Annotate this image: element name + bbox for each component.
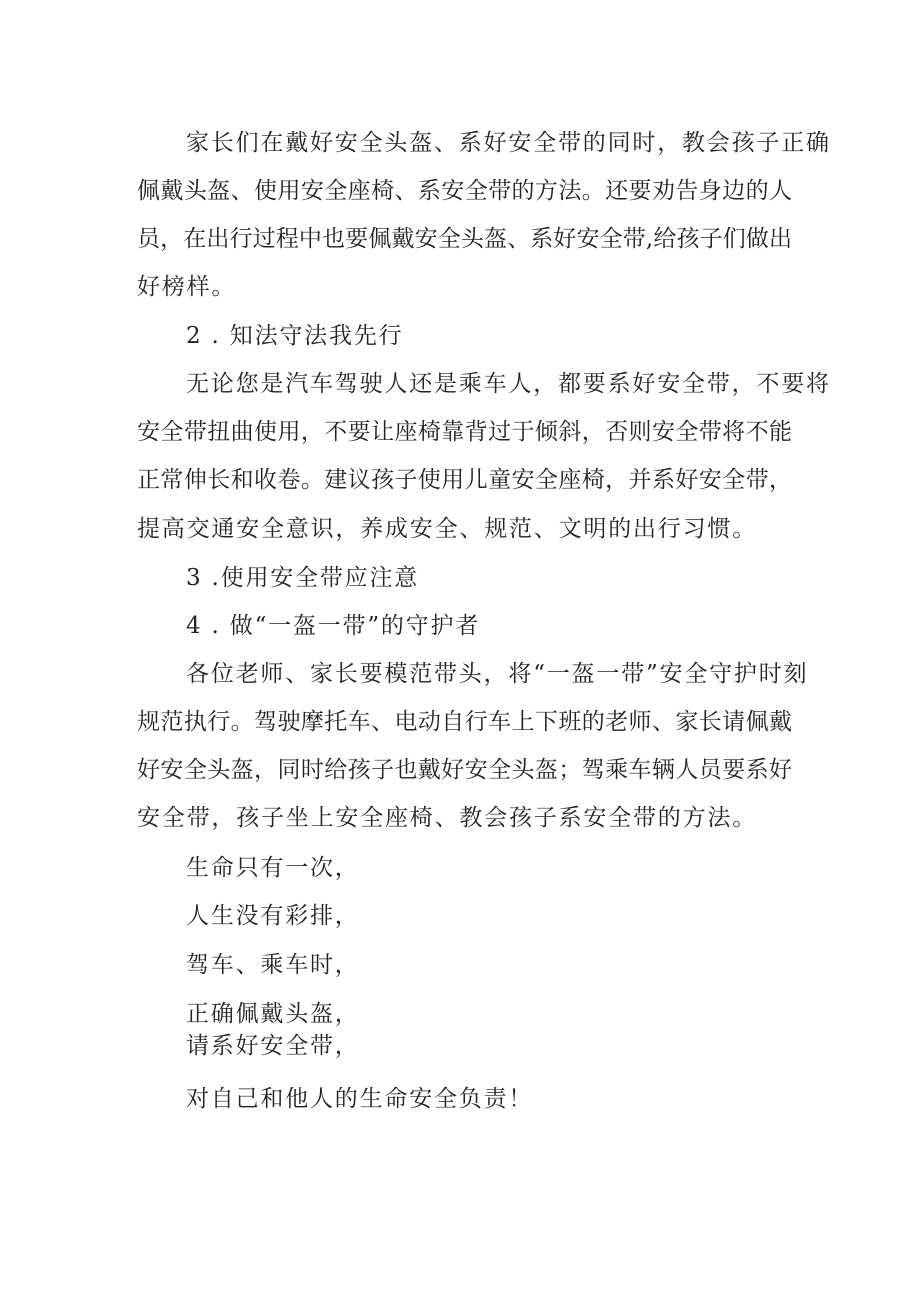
slogan-line-2: 人生没有彩排， xyxy=(186,903,360,929)
slogan-line-3: 驾车、乘车时， xyxy=(186,952,360,978)
paragraph-2-line-1: 无论您是汽车驾驶人还是乘车人，都要系好安全带，不要将 xyxy=(186,371,831,397)
slogan-line-4: 正确佩戴头盔， xyxy=(186,1001,360,1027)
section-heading-3: 3 .使用安全带应注意 xyxy=(186,565,420,591)
paragraph-1-line-4: 好榜样。 xyxy=(137,274,237,300)
paragraph-2-line-2: 安全带扭曲使用，不要让座椅靠背过于倾斜，否则安全带将不能 xyxy=(137,419,792,445)
paragraph-3-line-4: 安全带，孩子坐上安全座椅、教会孩子系安全带的方法。 xyxy=(137,805,757,831)
paragraph-2-line-4: 提高交通安全意识，养成安全、规范、文明的出行习惯。 xyxy=(137,516,757,542)
paragraph-2-line-3: 正常伸长和收卷。建议孩子使用儿童安全座椅，并系好安全带， xyxy=(137,467,792,493)
paragraph-3-line-3: 好安全头盔，同时给孩子也戴好安全头盔；驾乘车辆人员要系好 xyxy=(137,757,792,783)
slogan-line-6: 对自己和他人的生命安全负责！ xyxy=(186,1086,534,1112)
paragraph-1-line-2: 佩戴头盔、使用安全座椅、系安全带的方法。还要劝告身边的人 xyxy=(137,178,792,204)
paragraph-3-line-2: 规范执行。驾驶摩托车、电动自行车上下班的老师、家长请佩戴 xyxy=(137,709,792,735)
paragraph-1-line-3: 员，在出行过程中也要佩戴安全头盔、系好安全带,给孩子们做出 xyxy=(137,226,792,252)
section-heading-4: 4 . 做“一盔一带”的守护者 xyxy=(186,613,481,639)
paragraph-3-line-1: 各位老师、家长要模范带头，将“一盔一带”安全守护时刻 xyxy=(186,661,809,687)
section-heading-2: 2 . 知法守法我先行 xyxy=(186,323,404,349)
slogan-line-5: 请系好安全带， xyxy=(186,1033,360,1059)
paragraph-1-line-1: 家长们在戴好安全头盔、系好安全带的同时，教会孩子正确 xyxy=(186,130,831,156)
slogan-line-1: 生命只有一次， xyxy=(186,855,360,881)
